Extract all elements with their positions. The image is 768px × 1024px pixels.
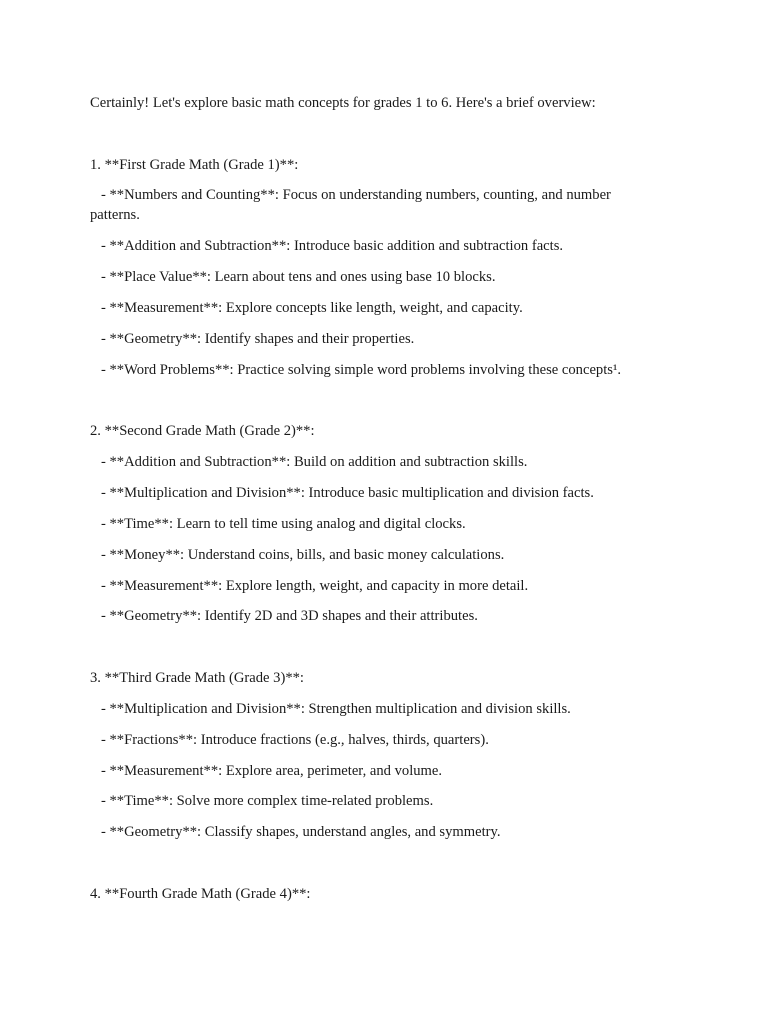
list-item: - **Geometry**: Classify shapes, understand angles, and symmetry. (101, 824, 501, 840)
list-item: - **Money**: Understand coins, bills, and basic money calculations. (101, 547, 505, 563)
list-item: - **Time**: Solve more complex time-related problems. (101, 793, 434, 809)
section-heading-grade-2: 2. **Second Grade Math (Grade 2)**: (90, 423, 315, 439)
list-item: - **Measurement**: Explore area, perimeter, and volume. (101, 763, 443, 779)
list-item: - **Time**: Learn to tell time using analog and digital clocks. (101, 516, 466, 532)
list-item: - **Addition and Subtraction**: Build on addition and subtraction skills. (101, 454, 528, 470)
intro-paragraph: Certainly! Let's explore basic math concepts for grades 1 to 6. Here's a brief overview: (90, 95, 596, 111)
section-heading-grade-3: 3. **Third Grade Math (Grade 3)**: (90, 670, 304, 686)
list-item: - **Addition and Subtraction**: Introduce basic addition and subtraction facts. (101, 238, 564, 254)
list-item: - **Geometry**: Identify shapes and their properties. (101, 331, 415, 347)
section-heading-grade-1: 1. **First Grade Math (Grade 1)**: (90, 157, 299, 173)
list-item: - **Measurement**: Explore length, weight, and capacity in more detail. (101, 578, 529, 594)
list-item: - **Fractions**: Introduce fractions (e.g., halves, thirds, quarters). (101, 732, 489, 748)
list-item: - **Multiplication and Division**: Strengthen multiplication and division skills. (101, 701, 571, 717)
list-item: - **Measurement**: Explore concepts like length, weight, and capacity. (101, 300, 523, 316)
list-item: - **Multiplication and Division**: Introduce basic multiplication and division facts. (101, 485, 594, 501)
list-item: - **Word Problems**: Practice solving simple word problems involving these concepts¹. (101, 362, 621, 378)
list-item-continuation: patterns. (90, 207, 140, 223)
list-item: - **Place Value**: Learn about tens and ones using base 10 blocks. (101, 269, 496, 285)
section-heading-grade-4: 4. **Fourth Grade Math (Grade 4)**: (90, 886, 311, 902)
list-item: - **Numbers and Counting**: Focus on understanding numbers, counting, and number (101, 187, 611, 203)
list-item: - **Geometry**: Identify 2D and 3D shapes and their attributes. (101, 608, 478, 624)
